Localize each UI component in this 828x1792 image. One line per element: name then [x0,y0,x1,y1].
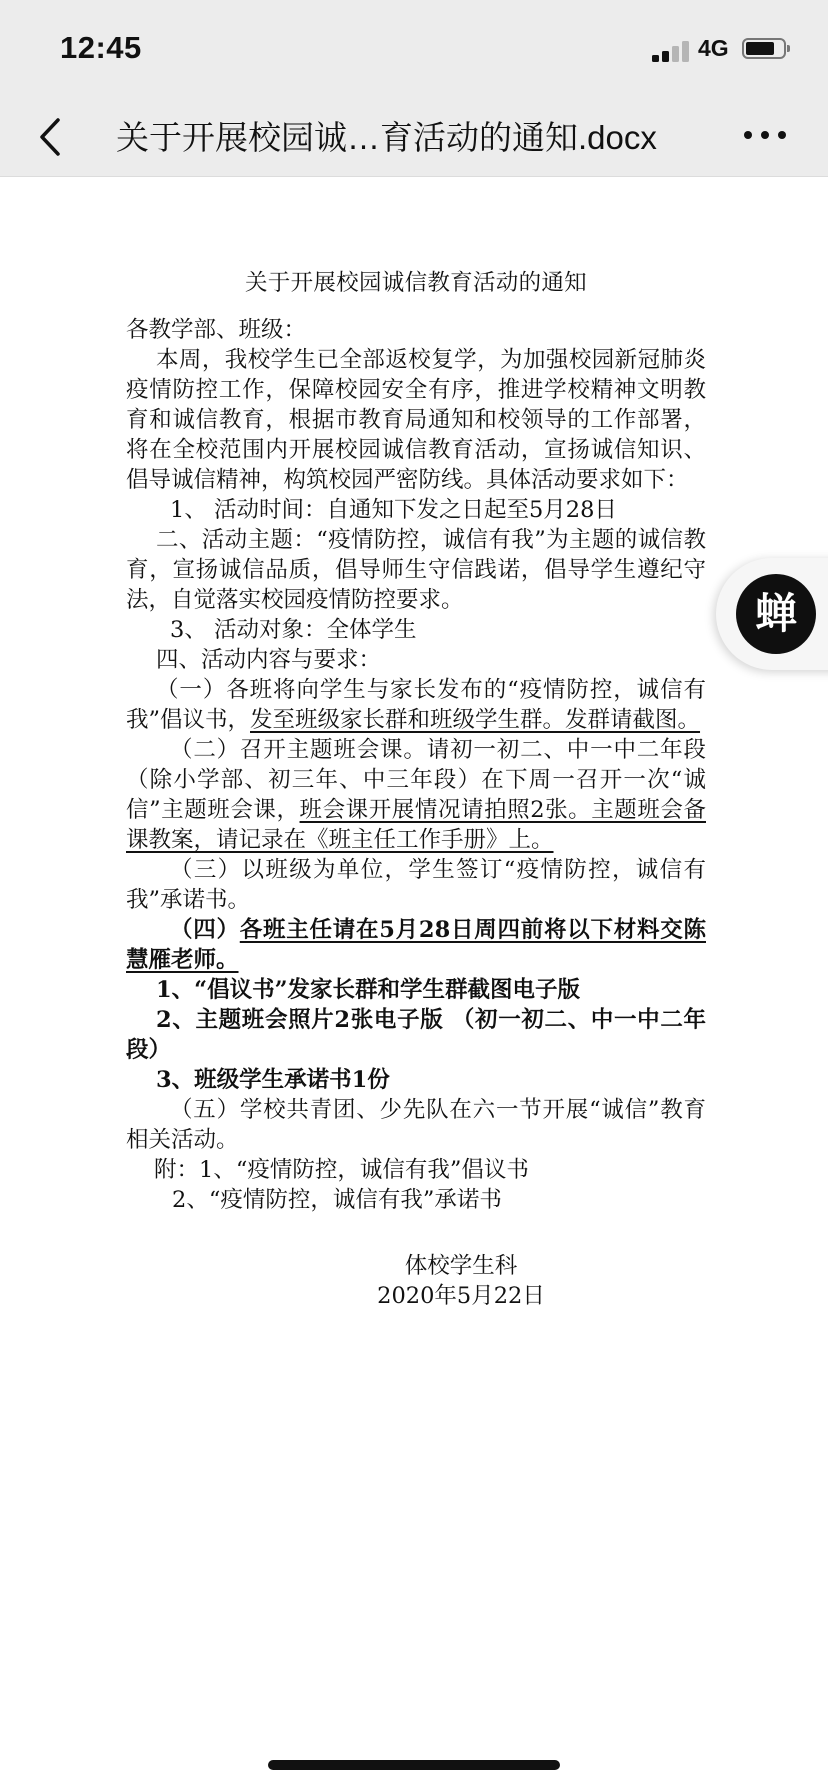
signature-date: 2020年5月22日 [377,1283,545,1309]
sub-item-5: （五）学校共青团、少先队在六一节开展“诚信”教育相关活动。 [126,1097,706,1153]
material-2: 2、主题班会照片2张电子版 （初一初二、中一中二年段） [126,1007,706,1063]
salutation: 各教学部、班级： [126,317,307,343]
status-time: 12:45 [60,30,142,65]
sub-item-1 [126,675,706,735]
sub-item-4-prefix: （四） [170,917,240,943]
sub-item-2-text: （二）召开主题班会课。请初一初二、中一中二年段（除小学部、初三年、中三年段）在下周一召开一次“诚信”主题班会课， [126,737,706,823]
item-content-heading: 四、活动内容与要求： [156,647,382,673]
item-audience: 3、 活动对象：全体学生 [170,617,417,643]
item-theme: 二、活动主题：“疫情防控，诚信有我”为主题的诚信教育，宣扬诚信品质，倡导师生守信践诺，倡导学生遵纪守法，自觉落实校园疫情防控要求。 [126,527,706,613]
cellular-signal-icon [652,40,694,62]
sub-item-4 [126,915,706,975]
attachment-1: 附：1、“疫情防控，诚信有我”倡议书 [154,1157,529,1183]
material-3: 3、班级学生承诺书1份 [156,1067,390,1093]
floating-app-badge[interactable] [716,558,828,670]
sub-item-1-underlined: 发至班级家长群和班级学生群。发群请截图。 [250,707,701,733]
nav-bar [0,98,828,177]
status-bar [0,0,828,98]
sub-item-1-text: （一）各班将向学生与家长发布的“疫情防控，诚信有我”倡议书， [126,677,706,733]
more-horizontal-icon[interactable] [742,128,788,142]
sub-item-3: （三）以班级为单位，学生签订“疫情防控，诚信有我”承诺书。 [126,857,706,913]
sub-item-4-underlined: 各班主任请在5月28日周四前将以下材料交陈慧雁老师。 [126,917,706,973]
sub-item-2 [126,735,706,855]
item-time: 1、 活动时间：自通知下发之日起至5月28日 [170,497,617,523]
home-indicator[interactable] [268,1760,560,1770]
attachment-2: 2、“疫情防控，诚信有我”承诺书 [172,1187,502,1213]
network-type: 4G [698,35,729,61]
material-1: 1、“倡议书”发家长群和学生群截图电子版 [156,977,581,1003]
document-title: 关于开展校园诚信教育活动的通知 [244,270,587,296]
intro-paragraph: 本周，我校学生已全部返校复学，为加强校园新冠肺炎疫情防控工作，保障校园安全有序，推进学校精神文明教育和诚信教育，根据市教育局通知和校领导的工作部署，将在全校范围内开展校园诚信教育活动，宣扬诚信知识、倡导诚信精神，构筑校园严密防线。具体活动要求如下： [126,347,706,493]
signer: 体校学生科 [404,1253,518,1279]
document-body [126,268,706,1311]
battery-icon [742,38,786,59]
cicada-logo-icon: 蝉 [736,574,816,654]
sub-item-2-underlined: 班会课开展情况请拍照2张。主题班会备课教案，请记录在《班主任工作手册》上。 [126,797,706,853]
chevron-left-icon[interactable] [34,114,70,160]
document-filename: 关于开展校园诚…育活动的通知.docx [116,119,657,156]
